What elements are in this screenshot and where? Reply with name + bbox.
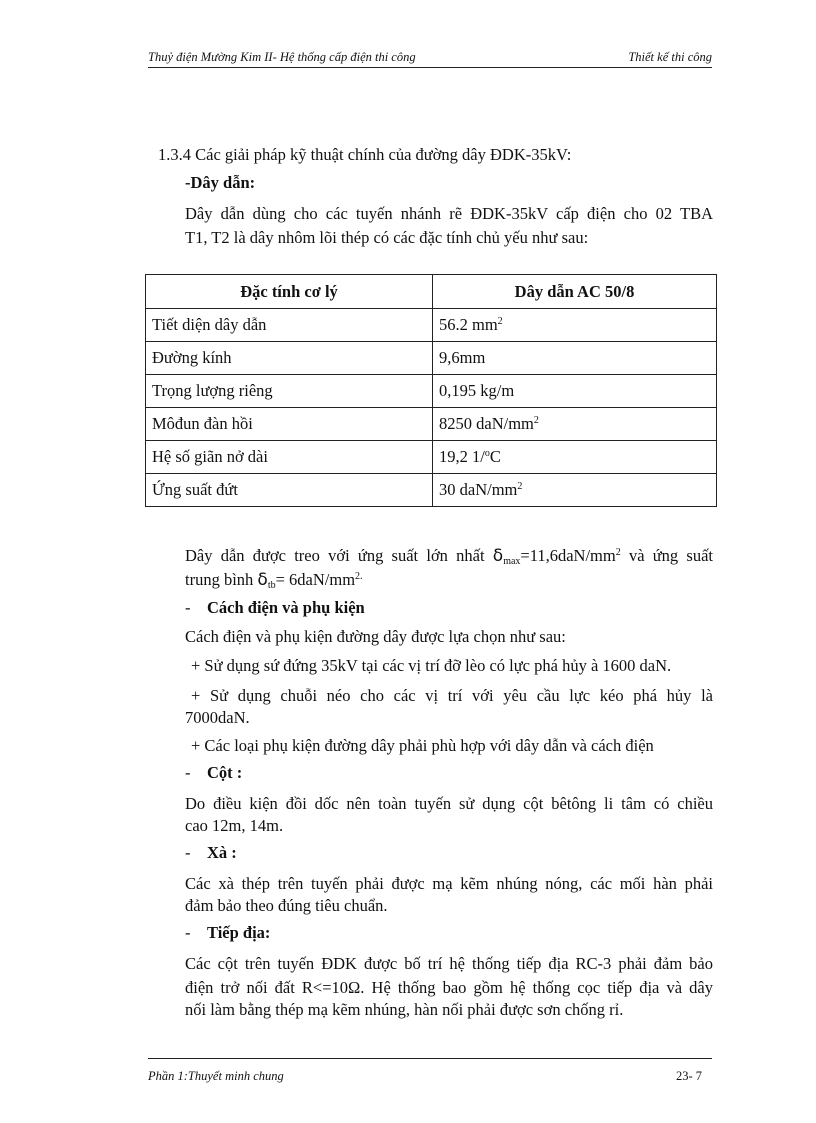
table-cell-property: Môđun đàn hồi [146,408,433,441]
page-number: 23- 7 [675,1069,702,1083]
table-cell-property: Ứng suất đứt [146,474,433,507]
stress-value-max: =11,6daN/mm [520,546,616,565]
stress-text: trung bình [185,570,258,589]
stress-value-avg: = 6daN/mm [275,570,356,589]
value-superscript: o [484,448,490,459]
conductor-spec-table [145,274,717,507]
pole-line1: Do điều kiện đồi dốc nên toàn tuyến sử dụng cột bêtông li tâm có chiều [185,794,713,813]
insulation-heading: Cách điện và phụ kiện [207,598,365,617]
insulation-item2-line1: + Sử dụng chuỗi néo cho các vị trí với yêu cầu lực kéo phá hủy là [191,686,713,705]
subscript-max: max [503,556,521,567]
pole-heading-line [185,763,242,783]
grounding-line3: nối làm bằng thép mạ kẽm nhúng, hàn nối phải được sơn chống rỉ. [185,1000,624,1019]
grounding-heading-line [185,923,270,943]
table-cell-value: 0,195 kg/m [433,375,717,408]
table-cell-value: 9,6mm [433,342,717,375]
table-header-row [146,275,717,309]
table-row [146,474,717,507]
delta-symbol: δ [492,546,504,566]
insulation-intro: Cách điện và phụ kiện đường dây được lựa chọn như sau: [185,627,566,646]
value-suffix: C [489,447,501,466]
crossarm-heading: Xà : [207,843,237,862]
pole-line2: cao 12m, 14m. [185,816,284,835]
table-row [146,441,717,474]
insulation-item1: + Sử dụng sứ đứng 35kV tại các vị trí đỡ lèo có lực phá hủy à 1600 daN. [191,656,672,675]
section-title: 1.3.4 Các giải pháp kỹ thuật chính của đường dây ĐDK-35kV: [158,145,572,164]
insulation-item2-line2: 7000daN. [185,708,250,727]
insulation-heading-line [185,598,365,618]
table-cell-property: Hệ số giãn nở dài [146,441,433,474]
conductor-intro-line2: T1, T2 là dây nhôm lõi thép có các đặc tính chủ yếu như sau: [185,228,589,247]
crossarm-heading-line [185,843,237,863]
table-cell-property: Tiết diện dây dẫn [146,309,433,342]
footer-part: Phần 1:Thuyết minh chung [148,1069,284,1083]
stress-text: và ứng suất [620,546,713,565]
conductor-heading: -Dây dẫn: [185,173,256,192]
subscript-tb: tb [267,580,276,591]
table-cell-property: Trọng lượng riêng [146,375,433,408]
value-text: 56.2 mm [439,315,498,334]
table-cell-value [433,408,717,441]
conductor-intro-line1: Dây dẫn dùng cho các tuyến nhánh rẽ ĐDK-35kV cấp điện cho 02 TBA [185,204,713,223]
delta-symbol: δ [257,570,268,590]
value-superscript: 2 [497,316,503,327]
table-cell-property: Đường kính [146,342,433,375]
bullet-dash: - [185,923,191,942]
value-text: 30 daN/mm [439,480,518,499]
table-row [146,375,717,408]
grounding-line1: Các cột trên tuyến ĐDK được bố trí hệ thống tiếp địa RC-3 phải đảm bảo [185,954,713,973]
table-cell-value [433,441,717,474]
table-cell-value [433,474,717,507]
stress-text: Dây dẫn được treo với ứng suất lớn nhất [185,546,493,565]
value-superscript: 2 [517,481,523,492]
header-title: Thuỷ điện Mường Kim II- Hệ thống cấp điện thi công [148,50,416,64]
bullet-dash: - [185,598,191,617]
table-header-value: Dây dẫn AC 50/8 [433,275,717,309]
superscript-2: 2 [615,547,621,558]
stress-line1 [185,544,713,568]
grounding-line2: điện trở nối đất R<=10Ω. Hệ thống bao gồm hệ thống cọc tiếp địa và dây [185,978,713,997]
table-cell-value [433,309,717,342]
stress-line2 [185,570,363,590]
page-footer [148,1058,712,1084]
bullet-dash: - [185,843,191,862]
value-text: 19,2 1/ [439,447,485,466]
table-row [146,408,717,441]
table-header-property: Đặc tính cơ lý [146,275,433,309]
crossarm-line1: Các xà thép trên tuyến phải được mạ kẽm nhúng nóng, các mối hàn phải [185,874,713,893]
insulation-item3: + Các loại phụ kiện đường dây phải phù hợp với dây dẫn và cách điện [191,736,654,755]
superscript-tail: 2. [355,571,363,582]
table-row [146,309,717,342]
crossarm-line2: đảm bảo theo đúng tiêu chuẩn. [185,896,388,915]
table-row [146,342,717,375]
header-section: Thiết kế thi công [628,50,712,64]
grounding-heading: Tiếp địa: [207,923,271,942]
bullet-dash: - [185,763,191,782]
value-superscript: 2 [533,415,539,426]
page-header [148,50,712,68]
value-text: 8250 daN/mm [439,414,534,433]
pole-heading: Cột : [207,763,243,782]
